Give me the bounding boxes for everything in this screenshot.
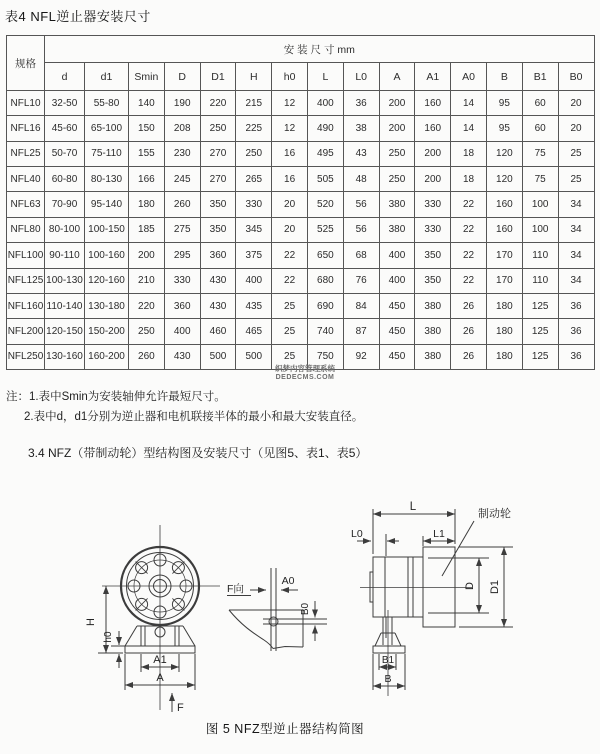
dim-cell: 90-110	[45, 243, 85, 268]
dim-cell: 60-80	[45, 167, 85, 192]
spec-cell: NFL160	[7, 293, 45, 318]
dim-cell: 120	[486, 141, 522, 166]
dim-cell: 84	[343, 293, 379, 318]
dim-cell: 180	[129, 192, 165, 217]
dim-cell: 32-50	[45, 91, 85, 116]
label-B: B	[384, 673, 392, 685]
foot-slant	[375, 633, 381, 646]
table-body	[7, 91, 595, 370]
nfz-structure-drawing	[0, 480, 600, 720]
dim-cell: 34	[558, 268, 594, 293]
dim-cell: 130-160	[45, 344, 85, 369]
table-row	[7, 319, 595, 344]
dim-cell: 375	[236, 243, 272, 268]
dim-cell: 380	[415, 293, 451, 318]
dim-cell: 200	[415, 141, 451, 166]
spec-cell: NFL63	[7, 192, 45, 217]
dim-cell: 400	[307, 91, 343, 116]
dim-cell: 22	[272, 243, 308, 268]
dim-cell: 435	[236, 293, 272, 318]
dim-cell: 650	[307, 243, 343, 268]
dim-cell: 76	[343, 268, 379, 293]
section-heading: 3.4 NFZ（带制动轮）型结构图及安装尺寸（见图5、表1、表5）	[28, 446, 368, 460]
dim-cell: 450	[379, 319, 415, 344]
dim-cell: 25	[272, 293, 308, 318]
dim-cell: 22	[272, 268, 308, 293]
dim-cell: 80-130	[85, 167, 129, 192]
dim-cell: 380	[379, 192, 415, 217]
dim-cell: 75-110	[85, 141, 129, 166]
plate-broken-edge	[229, 610, 273, 649]
dim-cell: 200	[379, 116, 415, 141]
dim-cell: 125	[522, 293, 558, 318]
dim-cell: 43	[343, 141, 379, 166]
spec-cell: NFL16	[7, 116, 45, 141]
dim-cell: 185	[129, 217, 165, 242]
note-line-1: 注：1.表中Smin为安装轴伸允许最短尺寸。	[6, 391, 226, 403]
dim-cell: 208	[164, 116, 200, 141]
dim-cell: 450	[379, 293, 415, 318]
dim-cell: 400	[164, 319, 200, 344]
column-header: d1	[85, 63, 129, 91]
brake-wheel	[423, 547, 455, 627]
dim-cell: 22	[451, 268, 487, 293]
dim-cell: 110	[522, 268, 558, 293]
dim-cell: 740	[307, 319, 343, 344]
dim-cell: 250	[379, 167, 415, 192]
dim-cell: 95	[486, 116, 522, 141]
dim-cell: 170	[486, 243, 522, 268]
dim-cell: 490	[307, 116, 343, 141]
foot-plate	[373, 646, 405, 653]
dim-cell: 245	[164, 167, 200, 192]
dim-cell: 20	[272, 217, 308, 242]
dim-cell: 400	[379, 243, 415, 268]
label-B0: B0	[300, 602, 311, 616]
label-brake-wheel: 制动轮	[478, 508, 511, 520]
spec-cell: NFL25	[7, 141, 45, 166]
dim-cell: 350	[200, 217, 236, 242]
label-A1: A1	[153, 654, 167, 666]
dim-cell: 150-200	[85, 319, 129, 344]
dim-cell: 680	[307, 268, 343, 293]
dim-cell: 200	[415, 167, 451, 192]
dim-cell: 100-160	[85, 243, 129, 268]
dim-cell: 25	[272, 319, 308, 344]
watermark	[266, 364, 344, 382]
label-D: D	[464, 582, 476, 590]
dim-cell: 360	[164, 293, 200, 318]
dim-cell: 12	[272, 116, 308, 141]
table-row	[7, 243, 595, 268]
dim-cell: 12	[272, 91, 308, 116]
dim-cell: 20	[558, 91, 594, 116]
label-A0: A0	[281, 575, 295, 587]
dim-cell: 400	[379, 268, 415, 293]
dim-cell: 26	[451, 344, 487, 369]
dim-cell: 166	[129, 167, 165, 192]
column-header: d	[45, 63, 85, 91]
foot-slant-right	[183, 626, 195, 646]
dim-cell: 250	[236, 141, 272, 166]
dim-cell: 250	[200, 116, 236, 141]
label-A: A	[156, 672, 164, 684]
dim-cell: 68	[343, 243, 379, 268]
dim-cell: 345	[236, 217, 272, 242]
column-header: L	[307, 63, 343, 91]
dim-cell: 75	[522, 141, 558, 166]
dim-cell: 16	[272, 167, 308, 192]
dim-cell: 160-200	[85, 344, 129, 369]
dim-cell: 505	[307, 167, 343, 192]
dim-cell: 160	[415, 91, 451, 116]
dim-cell: 22	[451, 243, 487, 268]
label-D1: D1	[489, 579, 501, 595]
dim-cell: 50-70	[45, 141, 85, 166]
dim-cell: 75	[522, 167, 558, 192]
dim-cell: 110-140	[45, 293, 85, 318]
dim-cell: 210	[129, 268, 165, 293]
spec-cell: NFL100	[7, 243, 45, 268]
dim-cell: 260	[164, 192, 200, 217]
dim-cell: 380	[415, 344, 451, 369]
table-row	[7, 141, 595, 166]
dim-cell: 125	[522, 344, 558, 369]
dim-cell: 36	[558, 344, 594, 369]
dim-cell: 95	[486, 91, 522, 116]
note-line-2: 2.表中d，d1分别为逆止器和电机联接半体的最小和最大安装直径。	[24, 411, 364, 423]
dim-cell: 25	[558, 141, 594, 166]
dim-cell: 215	[236, 91, 272, 116]
table-row	[7, 192, 595, 217]
dim-cell: 330	[415, 192, 451, 217]
foot-slant-left	[125, 626, 137, 646]
label-F-direction: F向	[227, 583, 244, 595]
dim-cell: 270	[200, 167, 236, 192]
column-header: D	[164, 63, 200, 91]
shaft-stub	[370, 572, 373, 602]
dim-cell: 250	[379, 141, 415, 166]
dim-cell: 20	[272, 192, 308, 217]
table-row	[7, 217, 595, 242]
column-header: A1	[415, 63, 451, 91]
dim-cell: 430	[200, 268, 236, 293]
brake-wheel-leader	[442, 521, 474, 576]
dim-cell: 20	[558, 116, 594, 141]
dim-cell: 230	[164, 141, 200, 166]
dim-cell: 225	[236, 116, 272, 141]
dim-cell: 430	[200, 293, 236, 318]
dim-cell: 48	[343, 167, 379, 192]
label-h0: h0	[103, 631, 114, 643]
dim-cell: 70-90	[45, 192, 85, 217]
dim-cell: 220	[200, 91, 236, 116]
dim-cell: 26	[451, 319, 487, 344]
group-header: 安 装 尺 寸 mm	[45, 36, 595, 63]
dim-cell: 120-160	[85, 268, 129, 293]
dim-cell: 36	[558, 319, 594, 344]
table-row	[7, 167, 595, 192]
dim-cell: 25	[558, 167, 594, 192]
spec-cell: NFL10	[7, 91, 45, 116]
dim-cell: 460	[200, 319, 236, 344]
watermark-line2: DEDECMS.COM	[275, 374, 335, 381]
dim-cell: 100-150	[85, 217, 129, 242]
dim-cell: 100	[522, 192, 558, 217]
column-header: H	[236, 63, 272, 91]
column-header: B	[486, 63, 522, 91]
dim-cell: 36	[343, 91, 379, 116]
dim-cell: 180	[486, 319, 522, 344]
dim-cell: 34	[558, 243, 594, 268]
dim-cell: 16	[272, 141, 308, 166]
dim-cell: 14	[451, 91, 487, 116]
dim-cell: 87	[343, 319, 379, 344]
dim-cell: 525	[307, 217, 343, 242]
label-F: F	[177, 702, 184, 714]
column-header: B1	[522, 63, 558, 91]
dim-cell: 180	[486, 293, 522, 318]
plate-hole	[269, 617, 278, 626]
label-L: L	[409, 501, 417, 513]
dim-cell: 125	[522, 319, 558, 344]
dim-cell: 92	[343, 344, 379, 369]
dim-cell: 360	[200, 243, 236, 268]
dim-cell: 22	[451, 192, 487, 217]
watermark-line1: 织梦内容管理系统	[275, 364, 335, 373]
table-row	[7, 116, 595, 141]
dim-cell: 275	[164, 217, 200, 242]
column-header: D1	[200, 63, 236, 91]
label-L1: L1	[433, 528, 445, 540]
dim-cell: 38	[343, 116, 379, 141]
dim-cell: 36	[558, 293, 594, 318]
spec-cell: NFL40	[7, 167, 45, 192]
dim-cell: 95-140	[85, 192, 129, 217]
foot-slant	[395, 633, 401, 646]
dim-cell: 22	[451, 217, 487, 242]
spec-cell: NFL125	[7, 268, 45, 293]
dim-cell: 200	[129, 243, 165, 268]
dim-cell: 150	[129, 116, 165, 141]
dim-cell: 25	[272, 344, 308, 369]
dim-cell: 265	[236, 167, 272, 192]
dim-cell: 465	[236, 319, 272, 344]
dim-cell: 690	[307, 293, 343, 318]
dim-cell: 18	[451, 167, 487, 192]
dim-cell: 400	[236, 268, 272, 293]
dim-cell: 330	[164, 268, 200, 293]
dim-cell: 110	[522, 243, 558, 268]
dim-cell: 34	[558, 217, 594, 242]
dim-cell: 56	[343, 217, 379, 242]
group-header-row	[7, 36, 595, 63]
spec-column-header: 规格	[7, 36, 45, 91]
dim-cell: 190	[164, 91, 200, 116]
dim-cell: 350	[415, 243, 451, 268]
dim-cell: 130-180	[85, 293, 129, 318]
dim-cell: 380	[379, 217, 415, 242]
f-direction-view	[227, 568, 327, 651]
figure-caption: 图 5 NFZ型逆止器结构简图	[205, 722, 365, 736]
dim-cell: 65-100	[85, 116, 129, 141]
dim-cell: 18	[451, 141, 487, 166]
dim-cell: 520	[307, 192, 343, 217]
column-header: A0	[451, 63, 487, 91]
label-B1: B1	[381, 655, 395, 666]
table-row	[7, 91, 595, 116]
plate-bottom-edge	[273, 647, 303, 649]
dim-cell: 160	[486, 192, 522, 217]
dim-cell: 14	[451, 116, 487, 141]
column-header-row	[7, 63, 595, 91]
dim-cell: 495	[307, 141, 343, 166]
dim-cell: 45-60	[45, 116, 85, 141]
dim-cell: 500	[236, 344, 272, 369]
table-row	[7, 268, 595, 293]
dim-cell: 80-100	[45, 217, 85, 242]
dim-cell: 260	[129, 344, 165, 369]
dim-cell: 55-80	[85, 91, 129, 116]
spec-cell: NFL200	[7, 319, 45, 344]
dim-cell: 350	[200, 192, 236, 217]
table-row	[7, 293, 595, 318]
dim-cell: 380	[415, 319, 451, 344]
dim-cell: 295	[164, 243, 200, 268]
column-header: L0	[343, 63, 379, 91]
spec-cell: NFL250	[7, 344, 45, 369]
dim-cell: 120	[486, 167, 522, 192]
dim-cell: 500	[200, 344, 236, 369]
label-L0: L0	[351, 528, 363, 540]
dim-cell: 270	[200, 141, 236, 166]
dim-cell: 430	[164, 344, 200, 369]
dim-cell: 60	[522, 116, 558, 141]
dim-cell: 750	[307, 344, 343, 369]
column-header: B0	[558, 63, 594, 91]
column-header: Smin	[129, 63, 165, 91]
nfl-dimension-table	[6, 35, 595, 370]
dim-cell: 180	[486, 344, 522, 369]
dim-cell: 140	[129, 91, 165, 116]
table-title: 表4 NFL逆止器安装尺寸	[5, 9, 151, 24]
dim-cell: 100-130	[45, 268, 85, 293]
dim-cell: 160	[486, 217, 522, 242]
dim-cell: 450	[379, 344, 415, 369]
dim-cell: 155	[129, 141, 165, 166]
spec-cell: NFL80	[7, 217, 45, 242]
dim-cell: 34	[558, 192, 594, 217]
column-header: h0	[272, 63, 308, 91]
dim-cell: 250	[129, 319, 165, 344]
dim-cell: 330	[236, 192, 272, 217]
dim-cell: 100	[522, 217, 558, 242]
valve-body	[373, 557, 423, 617]
dim-cell: 330	[415, 217, 451, 242]
dim-cell: 160	[415, 116, 451, 141]
dim-cell: 60	[522, 91, 558, 116]
dim-cell: 26	[451, 293, 487, 318]
dim-cell: 350	[415, 268, 451, 293]
dim-cell: 56	[343, 192, 379, 217]
label-H: H	[85, 618, 97, 626]
dim-cell: 220	[129, 293, 165, 318]
dim-cell: 120-150	[45, 319, 85, 344]
dim-cell: 200	[379, 91, 415, 116]
column-header: A	[379, 63, 415, 91]
dim-cell: 170	[486, 268, 522, 293]
